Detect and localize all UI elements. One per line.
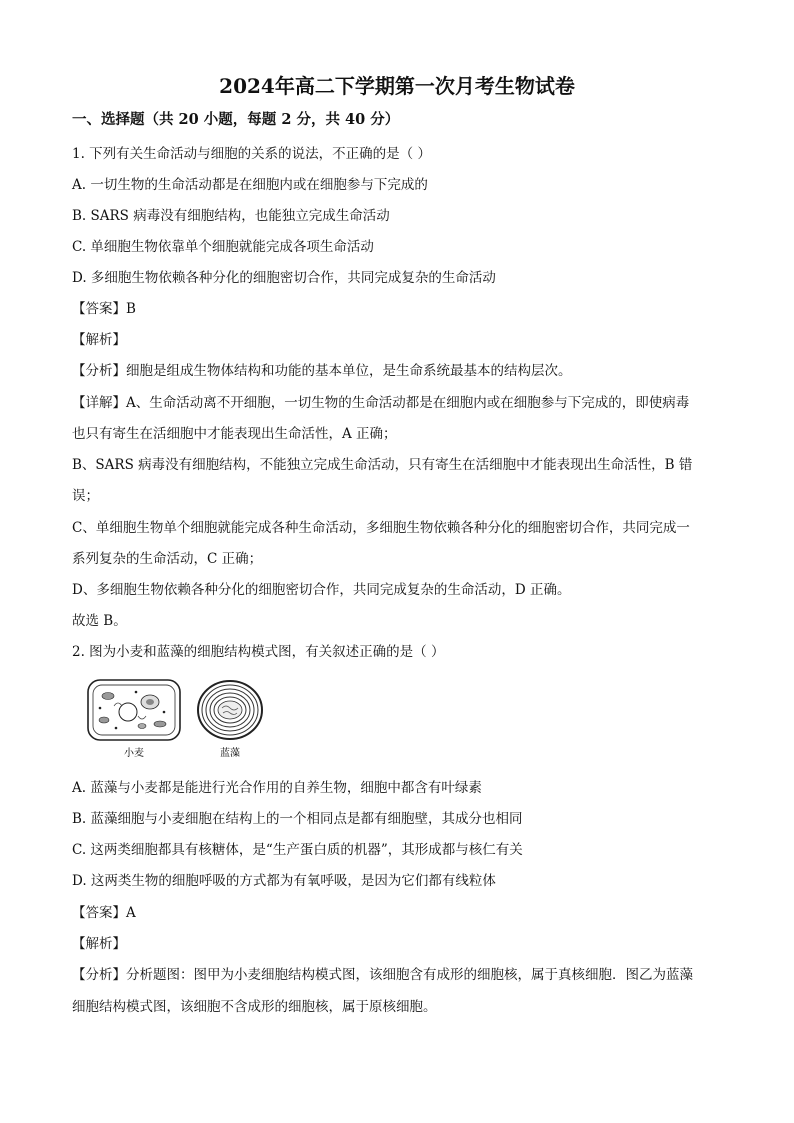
q1-detail-b-2: 误； <box>72 488 99 504</box>
section-heading: 一、选择题（共 20 小题，每题 2 分，共 40 分） <box>72 111 400 128</box>
q1-detail-c-2: 系列复杂的生命活动，C 正确； <box>72 551 263 567</box>
q1-detail-c-1: C、单细胞生物单个细胞就能完成各种生命活动，多细胞生物依赖各种分化的细胞密切合作，共同完成一 <box>72 520 690 536</box>
q2-option-d: D. 这两类生物的细胞呼吸的方式都为有氧呼吸，是因为它们都有线粒体 <box>72 873 496 889</box>
q2-answer: 【答案】A <box>72 905 136 921</box>
q2-stem: 2. 图为小麦和蓝藻的细胞结构模式图，有关叙述正确的是（ ） <box>72 644 445 660</box>
q1-detail-b-1: B、SARS 病毒没有细胞结构，不能独立完成生命活动，只有寄生在活细胞中才能表现出生命活性，B 错 <box>72 457 693 473</box>
q1-option-b: B. SARS 病毒没有细胞结构，也能独立完成生命活动 <box>72 208 390 224</box>
q2-analysis-label: 【解析】 <box>72 936 126 952</box>
q1-stem: 1. 下列有关生命活动与细胞的关系的说法，不正确的是（ ） <box>72 146 431 162</box>
wheat-label: 小麦 <box>124 748 144 759</box>
q1-detail-d: D、多细胞生物依赖各种分化的细胞密切合作，共同完成复杂的生命活动，D 正确。 <box>72 582 571 598</box>
q1-analysis-label: 【解析】 <box>72 332 126 348</box>
cyanobacteria-cell-drawing <box>198 681 262 739</box>
cyanobacteria-label: 蓝藻 <box>220 748 240 759</box>
q1-detail-a-2: 也只有寄生在活细胞中才能表现出生命活性，A 正确； <box>72 426 397 442</box>
q1-option-d: D. 多细胞生物依赖各种分化的细胞密切合作，共同完成复杂的生命活动 <box>72 270 496 286</box>
q1-fenxi: 【分析】细胞是组成生物体结构和功能的基本单位，是生命系统最基本的结构层次。 <box>72 363 572 379</box>
q2-option-c: C. 这两类细胞都具有核糖体，是“生产蛋白质的机器”，其形成都与核仁有关 <box>72 842 523 858</box>
q1-answer: 【答案】B <box>72 301 136 317</box>
q1-option-c: C. 单细胞生物依靠单个细胞就能完成各项生命活动 <box>72 239 374 255</box>
q2-option-b: B. 蓝藻细胞与小麦细胞在结构上的一个相同点是都有细胞壁，其成分也相同 <box>72 811 523 827</box>
q2-fenxi-1: 【分析】分析题图：图甲为小麦细胞结构模式图，该细胞含有成形的细胞核，属于真核细胞．图乙为蓝藻 <box>72 967 693 983</box>
cell-diagram-figure <box>84 676 264 762</box>
cell-diagram <box>84 676 264 762</box>
page-title: 2024年高二下学期第一次月考生物试卷 <box>219 74 575 98</box>
q2-fenxi-2: 细胞结构模式图，该细胞不含成形的细胞核，属于原核细胞。 <box>72 999 437 1015</box>
q1-detail-a-1: 【详解】A、生命活动离不开细胞，一切生物的生命活动都是在细胞内或在细胞参与下完成的，即使病毒 <box>72 395 690 411</box>
q2-option-a: A. 蓝藻与小麦都是能进行光合作用的自养生物，细胞中都含有叶绿素 <box>72 780 482 796</box>
q1-option-a: A. 一切生物的生命活动都是在细胞内或在细胞参与下完成的 <box>72 177 428 193</box>
q1-conclusion: 故选 B。 <box>72 613 127 629</box>
wheat-cell-drawing <box>88 680 180 740</box>
